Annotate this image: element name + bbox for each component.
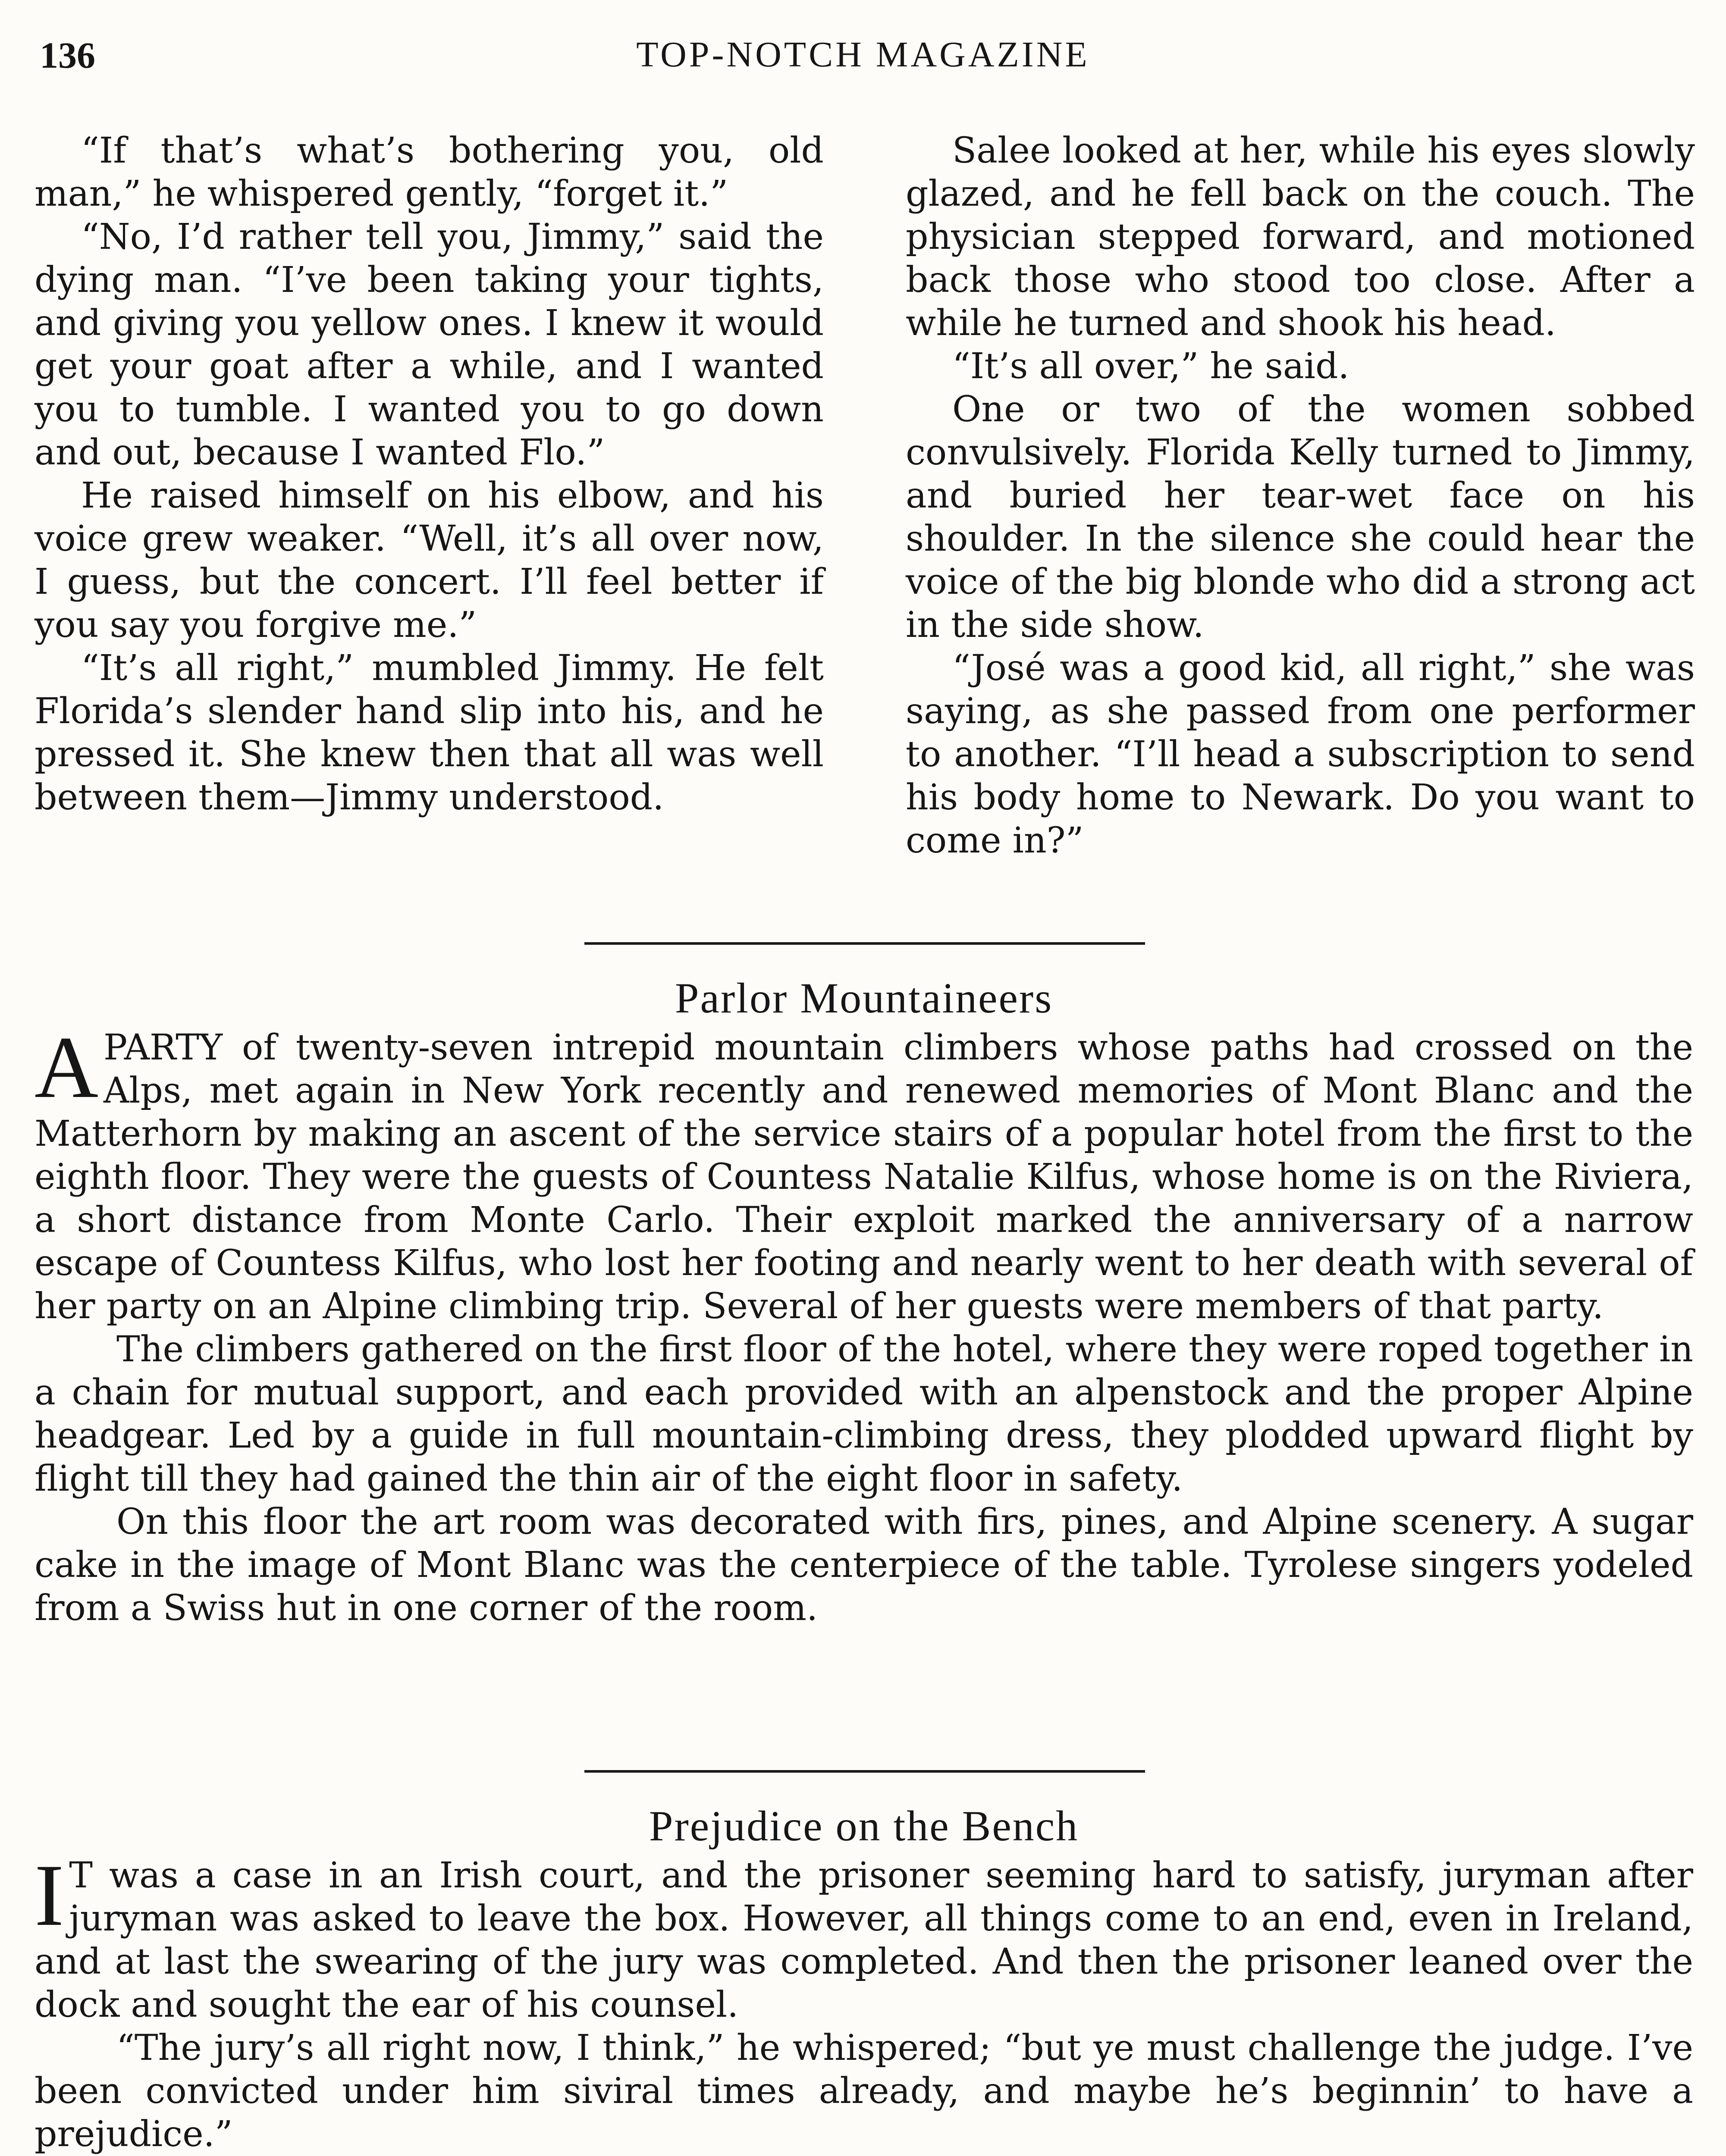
article-title: Parlor Mountaineers [675, 974, 1053, 1022]
paragraph: “José was a good kid, all right,” she was saying, as she passed from one performer to another. “I’ll head a subscription to send his body home to Newark. Do you want to come in?” [906, 648, 1695, 861]
lead-text: T was a case in an Irish court, and the prisoner seeming hard to satisfy, juryman after juryman was asked to leave the box. However, all things come to an end, even in Ireland, and at last the swearing of the jury was completed. And then the prisoner leaned over the dock and sought the ear of his counsel. [35, 1855, 1693, 2025]
section-divider [584, 942, 1145, 945]
article-title: Prejudice on the Bench [649, 1802, 1079, 1850]
paragraph: “The jury’s all right now, I think,” he whispered; “but ye must challenge the judge. I’ve been convicted under him siviral times already, and maybe he’s beginnin’ to have a prejudice.” [35, 2028, 1693, 2155]
drop-cap: A [35, 1018, 99, 1116]
paragraph: The climbers gathered on the first floor of the hotel, where they were roped together in a chain for mutual support, and each provided with an alpenstock and the proper Alpine headgear. Led by a guide in full mountain-climbing dress, they plodded upward flight by flight till they had gained the thin air of the eight floor in safety. [35, 1329, 1693, 1499]
article-lead-paragraph [35, 1846, 1693, 2027]
paragraph: Salee looked at her, while his eyes slowly glazed, and he fell back on the couch. The physician stepped forward, and motioned back those who stood too close. After a while he turned and shook his head. [906, 130, 1695, 344]
paragraph: He raised himself on his elbow, and his voice grew weaker. “Well, it’s all over now, I guess, but the concert. I’ll feel better if you say you forgive me.” [35, 475, 824, 646]
article-lead-paragraph [35, 1018, 1693, 1328]
paragraph: On this floor the art room was decorated with firs, pines, and Alpine scenery. A sugar cake in the image of Mont Blanc was the centerpiece of the table. Tyrolese singers yodeled from a Swiss hut in one corner of the room. [35, 1501, 1693, 1629]
paragraph: “If that’s what’s bothering you, old man,” he whispered gently, “forget it.” [35, 130, 824, 214]
article-parlor-mountaineers [35, 970, 1693, 1630]
paragraph: One or two of the women sobbed convulsively. Florida Kelly turned to Jimmy, and buried her tear-wet face on his shoulder. In the silence she could hear the voice of the big blonde who did a strong act in the side show. [906, 389, 1695, 646]
article-prejudice-on-the-bench [35, 1798, 1693, 2156]
paragraph: “No, I’d rather tell you, Jimmy,” said the dying man. “I’ve been taking your tights, and giving you yellow ones. I knew it would get your goat after a while, and I wanted you to tumble. I wanted you to go down and out, because I wanted Flo.” [35, 216, 824, 473]
page-number: 136 [40, 34, 95, 76]
story-columns [35, 129, 1693, 931]
drop-cap: I [35, 1846, 64, 1944]
paragraph: “It’s all right,” mumbled Jimmy. He felt Florida’s slender hand slip into his, and he pressed it. She knew then that all was well between them—Jimmy understood. [35, 648, 824, 818]
left-column [35, 129, 824, 819]
section-divider [584, 1770, 1145, 1773]
paragraph: “It’s all over,” he said. [952, 346, 1349, 387]
right-column [906, 129, 1695, 862]
running-head: TOP-NOTCH MAGAZINE [636, 34, 1090, 75]
page-header [40, 34, 1686, 85]
lead-text: PARTY of twenty-seven intrepid mountain climbers whose paths had crossed on the Alps, met again in New York recently and renewed memories of Mont Blanc and the Matterhorn by making an ascent of the service stairs of a popular hotel from the first to the eighth floor. They were the guests of Countess Natalie Kilfus, whose home is on the Riviera, a short distance from Monte Carlo. Their exploit marked the anniversary of a narrow escape of Countess Kilfus, who lost her footing and nearly went to her death with several of her party on an Alpine climbing trip. Several of her guests were members of that party. [35, 1027, 1693, 1327]
